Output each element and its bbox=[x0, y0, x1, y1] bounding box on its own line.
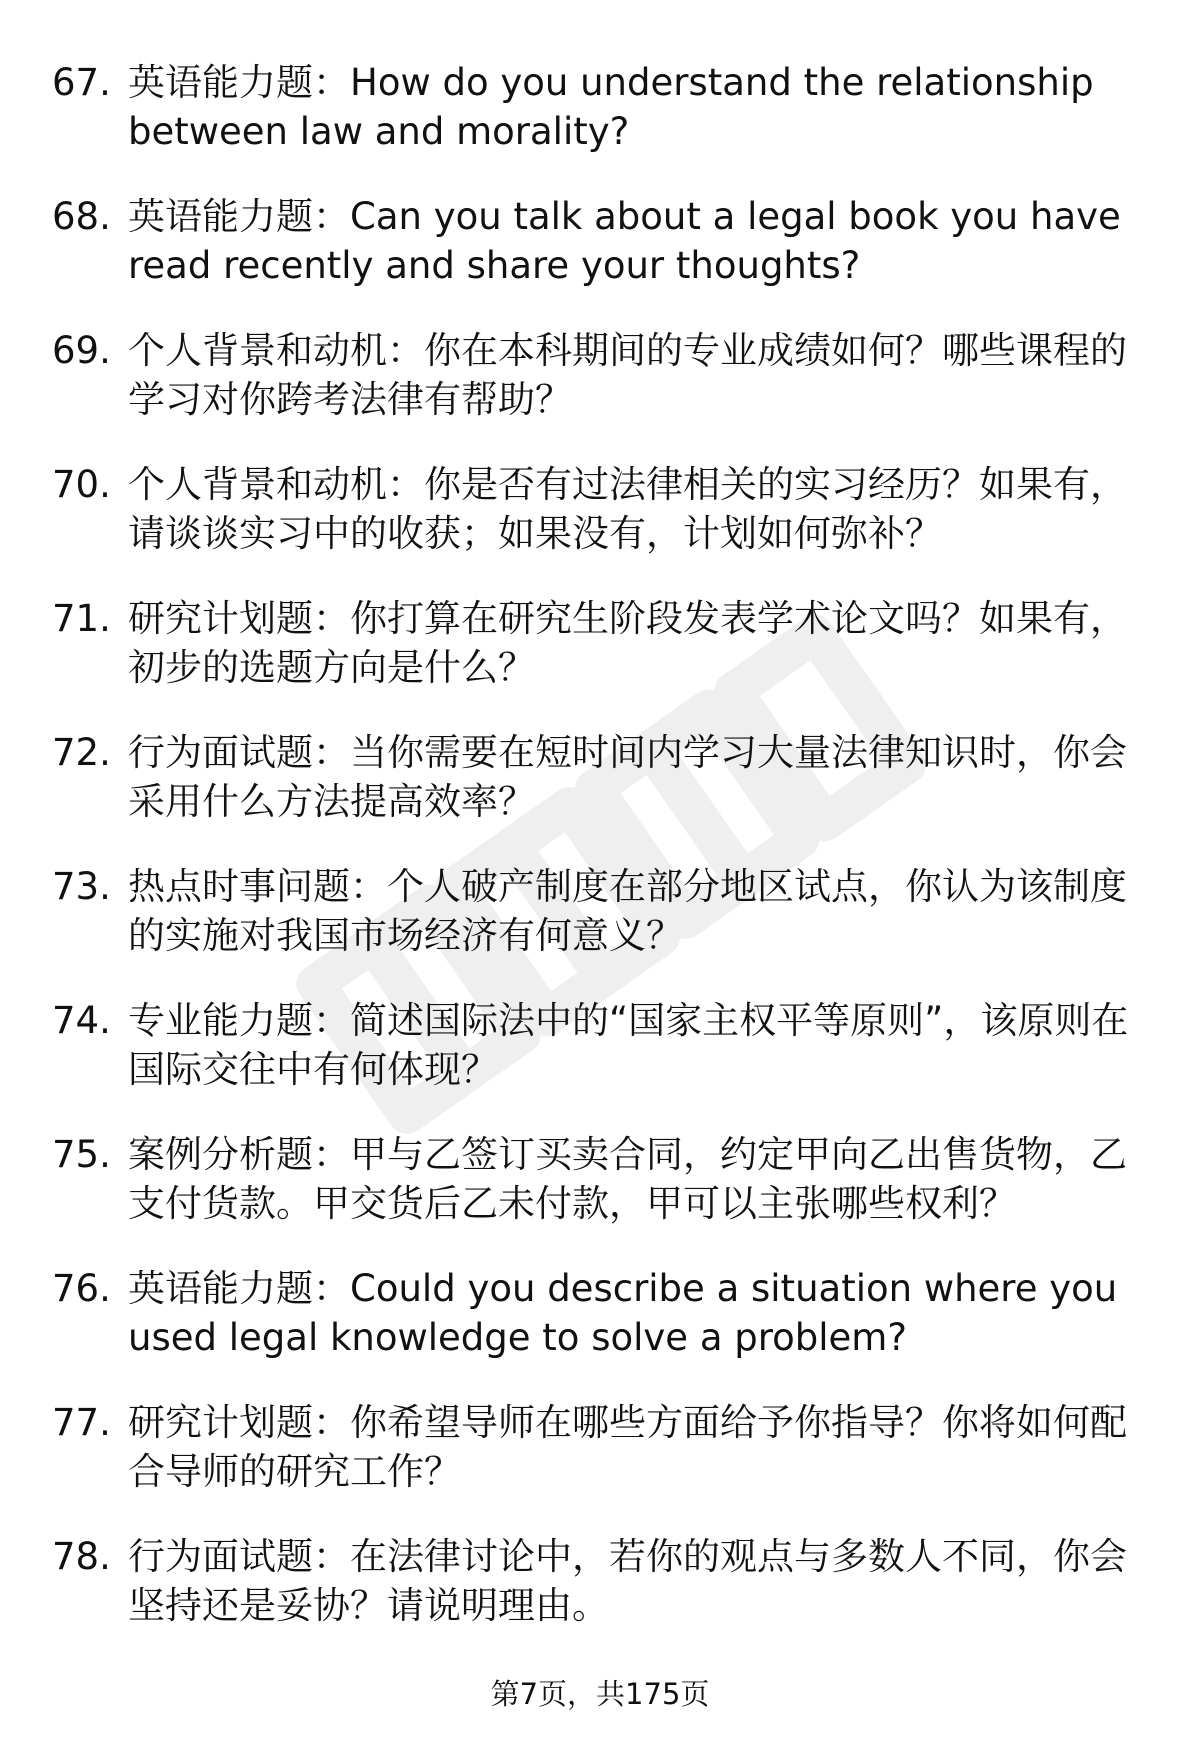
question-category: 英语能力题： bbox=[128, 195, 350, 238]
question-item bbox=[52, 192, 1152, 290]
question-number: 73. bbox=[52, 865, 111, 908]
question-category: 个人背景和动机： bbox=[128, 463, 424, 506]
question-number: 74. bbox=[52, 999, 111, 1042]
question-item bbox=[52, 1532, 1152, 1630]
question-body bbox=[128, 1130, 1152, 1228]
question-list bbox=[52, 58, 1152, 1666]
question-text: 个人破产制度在部分地区试点，你认为该制度的实施对我国市场经济有何意义？ bbox=[128, 865, 1127, 957]
question-text: 你在本科期间的专业成绩如何？哪些课程的学习对你跨考法律有帮助？ bbox=[128, 329, 1127, 421]
question-body bbox=[128, 460, 1152, 558]
question-category: 专业能力题： bbox=[128, 999, 350, 1042]
question-category: 英语能力题： bbox=[128, 61, 350, 104]
question-item bbox=[52, 58, 1152, 156]
question-category: 行为面试题： bbox=[128, 1535, 350, 1578]
question-item bbox=[52, 326, 1152, 424]
question-category: 英语能力题： bbox=[128, 1267, 350, 1310]
question-item bbox=[52, 1264, 1152, 1362]
question-category: 研究计划题： bbox=[128, 1401, 350, 1444]
question-category: 热点时事问题： bbox=[128, 865, 387, 908]
question-text: 简述国际法中的“国家主权平等原则”，该原则在国际交往中有何体现？ bbox=[128, 999, 1129, 1091]
question-body bbox=[128, 326, 1152, 424]
question-body bbox=[128, 1398, 1152, 1496]
question-body bbox=[128, 192, 1152, 290]
question-category: 行为面试题： bbox=[128, 731, 350, 774]
question-body bbox=[128, 58, 1152, 156]
question-item bbox=[52, 1130, 1152, 1228]
question-text: 你是否有过法律相关的实习经历？如果有，请谈谈实习中的收获；如果没有，计划如何弥补？ bbox=[128, 463, 1127, 555]
question-number: 69. bbox=[52, 329, 111, 372]
question-number: 76. bbox=[52, 1267, 111, 1310]
question-body bbox=[128, 1532, 1152, 1630]
question-number: 72. bbox=[52, 731, 111, 774]
question-body bbox=[128, 728, 1152, 826]
question-text: How do you understand the relationship between law and morality? bbox=[128, 61, 1094, 153]
question-body bbox=[128, 1264, 1152, 1362]
question-category: 研究计划题： bbox=[128, 597, 350, 640]
question-item bbox=[52, 862, 1152, 960]
question-item bbox=[52, 996, 1152, 1094]
question-number: 75. bbox=[52, 1133, 111, 1176]
question-text: 当你需要在短时间内学习大量法律知识时，你会采用什么方法提高效率？ bbox=[128, 731, 1127, 823]
question-item bbox=[52, 728, 1152, 826]
question-number: 77. bbox=[52, 1401, 111, 1444]
question-body bbox=[128, 862, 1152, 960]
question-number: 78. bbox=[52, 1535, 111, 1578]
question-text: 你打算在研究生阶段发表学术论文吗？如果有，初步的选题方向是什么？ bbox=[128, 597, 1127, 689]
question-body bbox=[128, 594, 1152, 692]
question-item bbox=[52, 460, 1152, 558]
question-category: 个人背景和动机： bbox=[128, 329, 424, 372]
question-text: 在法律讨论中，若你的观点与多数人不同，你会坚持还是妥协？请说明理由。 bbox=[128, 1535, 1127, 1627]
question-text: 你希望导师在哪些方面给予你指导？你将如何配合导师的研究工作？ bbox=[128, 1401, 1127, 1493]
question-number: 68. bbox=[52, 195, 111, 238]
question-number: 67. bbox=[52, 61, 111, 104]
question-number: 71. bbox=[52, 597, 111, 640]
question-text: 甲与乙签订买卖合同，约定甲向乙出售货物，乙支付货款。甲交货后乙未付款，甲可以主张哪些权利？ bbox=[128, 1133, 1127, 1225]
question-category: 案例分析题： bbox=[128, 1133, 350, 1176]
page-number-footer: 第7页，共175页 bbox=[490, 1677, 710, 1711]
question-item bbox=[52, 594, 1152, 692]
question-number: 70. bbox=[52, 463, 111, 506]
question-body bbox=[128, 996, 1152, 1094]
question-text: Can you talk about a legal book you have read recently and share your thoughts? bbox=[128, 195, 1121, 287]
question-item bbox=[52, 1398, 1152, 1496]
question-text: Could you describe a situation where you used legal knowledge to solve a problem? bbox=[128, 1267, 1118, 1359]
